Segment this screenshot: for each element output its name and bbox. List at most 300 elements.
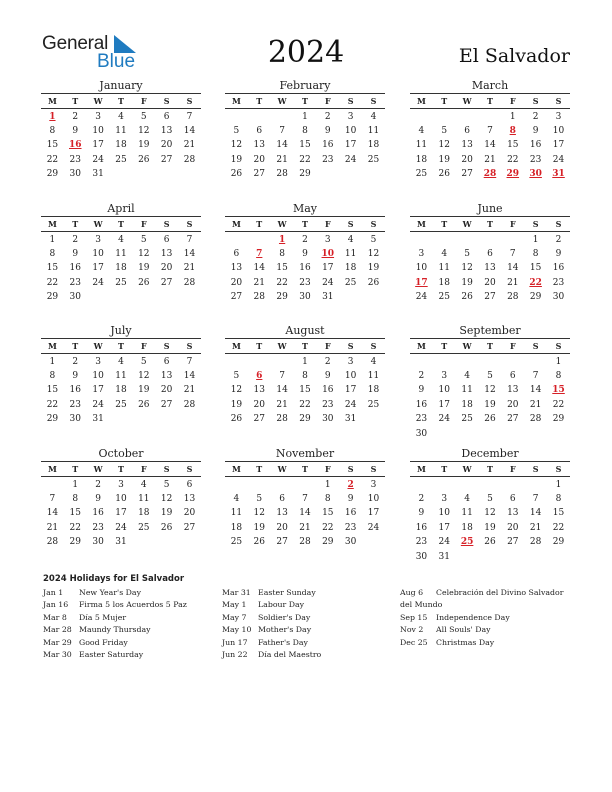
holiday-name: Labour Day: [258, 600, 305, 610]
week-row: [225, 290, 385, 304]
holiday-day-cell: 16: [69, 140, 82, 151]
day-cell: 16: [69, 263, 81, 274]
week-row: [225, 247, 385, 261]
month-name: September: [459, 324, 521, 337]
week-row: [41, 477, 201, 492]
day-cell: 3: [441, 370, 448, 381]
week-row: [41, 138, 201, 152]
day-cell: 22: [46, 399, 59, 410]
day-cell: 7: [186, 111, 193, 122]
day-cell: 18: [344, 263, 357, 274]
day-cell: 9: [95, 493, 101, 504]
day-cell: 19: [230, 154, 243, 165]
day-cell: 24: [415, 292, 428, 303]
day-cell: 22: [46, 154, 59, 165]
holiday-name: Father's Day: [258, 637, 308, 647]
day-cell: 15: [507, 140, 519, 151]
weekday-header: S: [155, 339, 178, 354]
weekday-header: W: [271, 94, 294, 109]
holiday-name: Good Friday: [79, 637, 128, 647]
day-cell: 3: [418, 248, 425, 259]
holiday-name: Día 5 Mujer: [79, 612, 127, 622]
day-cell: 17: [438, 522, 450, 533]
day-cell: 5: [370, 234, 377, 245]
weekday-header: T: [433, 217, 456, 232]
empty-day-cell: [178, 167, 201, 181]
day-cell: 5: [140, 356, 147, 367]
day-cell: 15: [299, 385, 311, 396]
month-name: March: [471, 79, 509, 92]
empty-day-cell: [501, 477, 524, 492]
holiday-day-cell: 8: [509, 125, 516, 136]
holiday-entry: [43, 637, 233, 649]
empty-day-cell: [456, 232, 479, 247]
week-row: [410, 535, 570, 549]
weekday-header: T: [110, 339, 133, 354]
day-cell: 19: [461, 277, 473, 288]
weekday-header: M: [225, 217, 248, 232]
day-cell: 11: [415, 140, 428, 151]
weekday-header: F: [501, 94, 524, 109]
day-cell: 29: [552, 537, 565, 548]
day-cell: 31: [92, 414, 104, 425]
day-cell: 2: [418, 370, 425, 381]
day-cell: 11: [115, 370, 127, 381]
day-cell: 5: [140, 234, 147, 245]
day-cell: 13: [253, 140, 265, 151]
day-cell: 16: [344, 508, 357, 519]
week-row: [41, 383, 201, 397]
day-cell: 14: [46, 508, 59, 519]
month-october: [41, 447, 201, 549]
day-cell: 22: [276, 277, 288, 288]
day-cell: 8: [532, 248, 539, 259]
day-cell: 26: [160, 522, 173, 533]
day-cell: 25: [115, 399, 127, 410]
weekday-header: T: [64, 94, 87, 109]
month-march: [410, 79, 570, 181]
day-cell: 24: [367, 522, 380, 533]
weekday-header: S: [155, 94, 178, 109]
day-cell: 16: [415, 522, 428, 533]
day-cell: 30: [299, 292, 311, 303]
holiday-name: All Souls' Day: [436, 625, 491, 635]
day-cell: 23: [299, 277, 311, 288]
empty-day-cell: [410, 354, 433, 369]
day-cell: 13: [160, 125, 173, 136]
day-cell: 14: [183, 248, 196, 259]
day-cell: 23: [552, 277, 565, 288]
day-cell: 2: [324, 356, 331, 367]
week-row: [41, 412, 201, 426]
day-cell: 4: [441, 248, 448, 259]
day-cell: 1: [72, 479, 79, 490]
day-cell: 29: [322, 537, 334, 548]
day-cell: 6: [163, 111, 170, 122]
day-cell: 28: [46, 537, 59, 548]
holiday-day-cell: 29: [506, 169, 520, 180]
holiday-day-cell: 31: [552, 169, 565, 180]
holiday-day-cell: 7: [256, 248, 263, 259]
holiday-entry: [400, 624, 590, 636]
holiday-date: May 1: [222, 600, 247, 610]
day-cell: 23: [415, 537, 428, 548]
day-cell: 7: [186, 234, 193, 245]
day-cell: 7: [532, 493, 539, 504]
day-cell: 14: [299, 508, 311, 519]
day-cell: 10: [344, 125, 357, 136]
day-cell: 27: [230, 292, 243, 303]
day-cell: 22: [299, 399, 311, 410]
day-cell: 24: [322, 277, 334, 288]
month-name: November: [275, 447, 335, 460]
day-cell: 9: [72, 125, 79, 136]
day-cell: 3: [441, 493, 448, 504]
day-cell: 9: [324, 370, 331, 381]
day-cell: 26: [461, 292, 473, 303]
day-cell: 13: [253, 385, 265, 396]
day-cell: 28: [183, 399, 196, 410]
holiday-date: Mar 28: [43, 625, 72, 635]
day-cell: 30: [92, 537, 104, 548]
day-cell: 17: [115, 508, 127, 519]
week-row: [225, 153, 385, 167]
week-row: [41, 521, 201, 535]
day-cell: 7: [279, 370, 285, 381]
day-cell: 11: [461, 385, 473, 396]
day-cell: 9: [302, 248, 308, 259]
day-cell: 30: [69, 169, 81, 180]
week-row: [225, 261, 385, 275]
day-cell: 23: [69, 277, 81, 288]
day-cell: 12: [160, 493, 173, 504]
day-cell: 27: [484, 292, 496, 303]
weekday-header: M: [225, 339, 248, 354]
empty-day-cell: [132, 167, 155, 181]
day-cell: 31: [92, 169, 104, 180]
day-cell: 9: [72, 248, 79, 259]
empty-day-cell: [225, 354, 248, 369]
weekday-header: S: [547, 217, 570, 232]
day-cell: 25: [438, 292, 450, 303]
week-row: [225, 232, 385, 247]
weekday-header: F: [132, 462, 155, 477]
day-cell: 25: [367, 154, 380, 165]
day-cell: 17: [322, 263, 334, 274]
day-cell: 25: [415, 169, 428, 180]
empty-day-cell: [339, 167, 362, 181]
holiday-entry: [400, 637, 590, 649]
month-april: [41, 202, 201, 304]
weekday-header: T: [110, 462, 133, 477]
week-row: [41, 153, 201, 167]
month-table: [225, 93, 385, 181]
day-cell: 12: [367, 248, 380, 259]
day-cell: 26: [367, 277, 380, 288]
day-cell: 19: [230, 399, 243, 410]
month-december: [410, 447, 570, 564]
day-cell: 20: [230, 277, 243, 288]
day-cell: 4: [118, 111, 124, 122]
day-cell: 5: [487, 370, 493, 381]
holiday-day-cell: 30: [529, 169, 542, 180]
week-row: [410, 276, 570, 290]
day-cell: 8: [302, 370, 308, 381]
empty-day-cell: [456, 354, 479, 369]
day-cell: 11: [438, 263, 450, 274]
day-cell: 14: [529, 508, 542, 519]
month-january: [41, 79, 201, 181]
month-table: [225, 461, 385, 549]
day-cell: 16: [299, 263, 311, 274]
holiday-entry: [43, 612, 233, 624]
day-cell: 5: [256, 493, 263, 504]
day-cell: 19: [484, 399, 496, 410]
country-name: El Salvador: [458, 45, 570, 67]
day-cell: 11: [138, 493, 150, 504]
empty-day-cell: [248, 232, 271, 247]
weekday-header: W: [271, 217, 294, 232]
empty-day-cell: [248, 354, 271, 369]
week-row: [225, 492, 385, 506]
day-cell: 25: [461, 414, 473, 425]
weekday-header: T: [433, 339, 456, 354]
day-cell: 27: [507, 414, 519, 425]
weekday-header: W: [87, 94, 110, 109]
day-cell: 18: [367, 385, 380, 396]
month-name: April: [107, 202, 135, 215]
weekday-header: S: [178, 339, 201, 354]
weekday-header: M: [225, 94, 248, 109]
empty-day-cell: [524, 354, 547, 369]
weekday-header: F: [316, 462, 339, 477]
holiday-column: [222, 587, 412, 661]
day-cell: 26: [138, 154, 150, 165]
day-cell: 7: [487, 125, 493, 136]
day-cell: 25: [138, 522, 150, 533]
day-cell: 21: [46, 522, 59, 533]
empty-day-cell: [524, 549, 547, 563]
week-row: [41, 276, 201, 290]
holiday-name: Christmas Day: [436, 637, 495, 647]
weekday-header: T: [110, 94, 133, 109]
holiday-day-cell: 22: [529, 277, 542, 288]
day-cell: 13: [183, 493, 196, 504]
week-row: [410, 232, 570, 247]
day-cell: 24: [344, 154, 357, 165]
week-row: [225, 521, 385, 535]
day-cell: 15: [299, 140, 311, 151]
day-cell: 11: [115, 248, 127, 259]
month-name: October: [98, 447, 144, 460]
empty-day-cell: [547, 426, 570, 440]
holiday-day-cell: 6: [256, 370, 263, 381]
week-row: [41, 247, 201, 261]
day-cell: 20: [160, 140, 173, 151]
holiday-date: Jan 1: [43, 588, 64, 597]
empty-day-cell: [479, 426, 502, 440]
weekday-header: T: [248, 339, 271, 354]
week-row: [225, 109, 385, 124]
weekday-header: M: [410, 94, 433, 109]
logo: [42, 33, 142, 73]
day-cell: 15: [529, 263, 542, 274]
weekday-header: S: [155, 217, 178, 232]
empty-day-cell: [433, 109, 456, 124]
day-cell: 28: [253, 292, 265, 303]
day-cell: 12: [438, 140, 450, 151]
day-cell: 17: [344, 140, 357, 151]
weekday-header: F: [316, 339, 339, 354]
day-cell: 3: [118, 479, 124, 490]
week-row: [41, 369, 201, 383]
holiday-date: Jun 17: [222, 637, 248, 647]
day-cell: 24: [115, 522, 127, 533]
day-cell: 26: [253, 537, 265, 548]
holiday-date: Mar 31: [222, 588, 251, 597]
weekday-header: M: [410, 217, 433, 232]
weekday-header: S: [339, 462, 362, 477]
weekday-header: T: [479, 462, 502, 477]
day-cell: 3: [347, 111, 354, 122]
month-may: [225, 202, 385, 304]
weekday-header: T: [64, 339, 87, 354]
day-cell: 3: [95, 111, 101, 122]
day-cell: 10: [344, 370, 357, 381]
holiday-entry: [43, 599, 233, 611]
day-cell: 4: [370, 111, 377, 122]
day-cell: 18: [461, 522, 473, 533]
holiday-name: Mother's Day: [258, 625, 312, 635]
day-cell: 2: [532, 111, 539, 122]
empty-day-cell: [248, 477, 271, 492]
day-cell: 20: [183, 508, 196, 519]
empty-day-cell: [433, 232, 456, 247]
day-cell: 26: [438, 169, 450, 180]
day-cell: 24: [438, 537, 450, 548]
day-cell: 2: [555, 234, 562, 245]
month-table: [410, 461, 570, 564]
week-row: [225, 506, 385, 520]
day-cell: 7: [302, 493, 308, 504]
day-cell: 5: [140, 111, 147, 122]
day-cell: 30: [552, 292, 565, 303]
day-cell: 4: [418, 125, 425, 136]
month-table: [410, 338, 570, 441]
day-cell: 2: [72, 356, 79, 367]
day-cell: 13: [160, 370, 173, 381]
empty-day-cell: [479, 477, 502, 492]
day-cell: 21: [529, 399, 542, 410]
day-cell: 21: [276, 154, 288, 165]
empty-day-cell: [524, 477, 547, 492]
empty-day-cell: [501, 549, 524, 563]
holiday-name: Easter Sunday: [258, 588, 316, 597]
empty-day-cell: [479, 232, 502, 247]
day-cell: 4: [464, 493, 470, 504]
day-cell: 15: [46, 140, 59, 151]
day-cell: 9: [72, 370, 79, 381]
day-cell: 3: [95, 356, 101, 367]
day-cell: 19: [138, 263, 150, 274]
day-cell: 12: [253, 508, 265, 519]
day-cell: 20: [461, 154, 473, 165]
empty-day-cell: [155, 167, 178, 181]
day-cell: 10: [438, 385, 450, 396]
holiday-day-cell: 1: [278, 234, 286, 245]
day-cell: 25: [115, 154, 127, 165]
holiday-entry: [222, 599, 412, 611]
day-cell: 15: [69, 508, 81, 519]
day-cell: 2: [302, 234, 308, 245]
day-cell: 6: [163, 234, 170, 245]
weekday-header: S: [524, 217, 547, 232]
day-cell: 24: [92, 154, 104, 165]
month-name: January: [99, 79, 143, 92]
day-cell: 6: [509, 370, 516, 381]
holiday-name: Easter Saturday: [79, 649, 144, 659]
day-cell: 2: [418, 493, 425, 504]
day-cell: 28: [529, 414, 542, 425]
day-cell: 13: [484, 263, 496, 274]
weekday-header: S: [339, 217, 362, 232]
weekday-header: T: [479, 339, 502, 354]
day-cell: 18: [438, 277, 450, 288]
day-cell: 23: [92, 522, 104, 533]
holiday-name: Celebración del Divino Salvador: [436, 588, 564, 597]
day-cell: 11: [230, 508, 243, 519]
day-cell: 18: [367, 140, 380, 151]
day-cell: 10: [415, 263, 428, 274]
holiday-entry: [400, 587, 590, 599]
weekday-header: T: [248, 94, 271, 109]
day-cell: 16: [529, 140, 542, 151]
weekday-header: F: [132, 339, 155, 354]
empty-day-cell: [271, 354, 294, 369]
empty-day-cell: [410, 109, 433, 124]
day-cell: 10: [92, 125, 104, 136]
day-cell: 17: [92, 385, 104, 396]
week-row: [410, 477, 570, 492]
day-cell: 21: [253, 277, 265, 288]
day-cell: 23: [322, 399, 334, 410]
day-cell: 28: [183, 277, 196, 288]
day-cell: 12: [138, 125, 150, 136]
month-name: December: [461, 447, 519, 460]
day-cell: 2: [324, 111, 331, 122]
day-cell: 24: [438, 414, 450, 425]
day-cell: 18: [461, 399, 473, 410]
holiday-date: Mar 30: [43, 649, 72, 659]
empty-day-cell: [456, 477, 479, 492]
day-cell: 6: [279, 493, 285, 504]
empty-day-cell: [362, 535, 385, 549]
week-row: [225, 412, 385, 426]
day-cell: 4: [370, 356, 377, 367]
weekday-header: S: [524, 462, 547, 477]
weekday-header: T: [479, 94, 502, 109]
day-cell: 1: [49, 234, 56, 245]
day-cell: 8: [324, 493, 331, 504]
day-cell: 8: [49, 370, 56, 381]
week-row: [225, 369, 385, 383]
day-cell: 16: [415, 399, 428, 410]
weekday-header: F: [501, 462, 524, 477]
empty-day-cell: [271, 109, 294, 124]
day-cell: 27: [253, 169, 265, 180]
day-cell: 8: [279, 248, 285, 259]
day-cell: 2: [72, 111, 79, 122]
